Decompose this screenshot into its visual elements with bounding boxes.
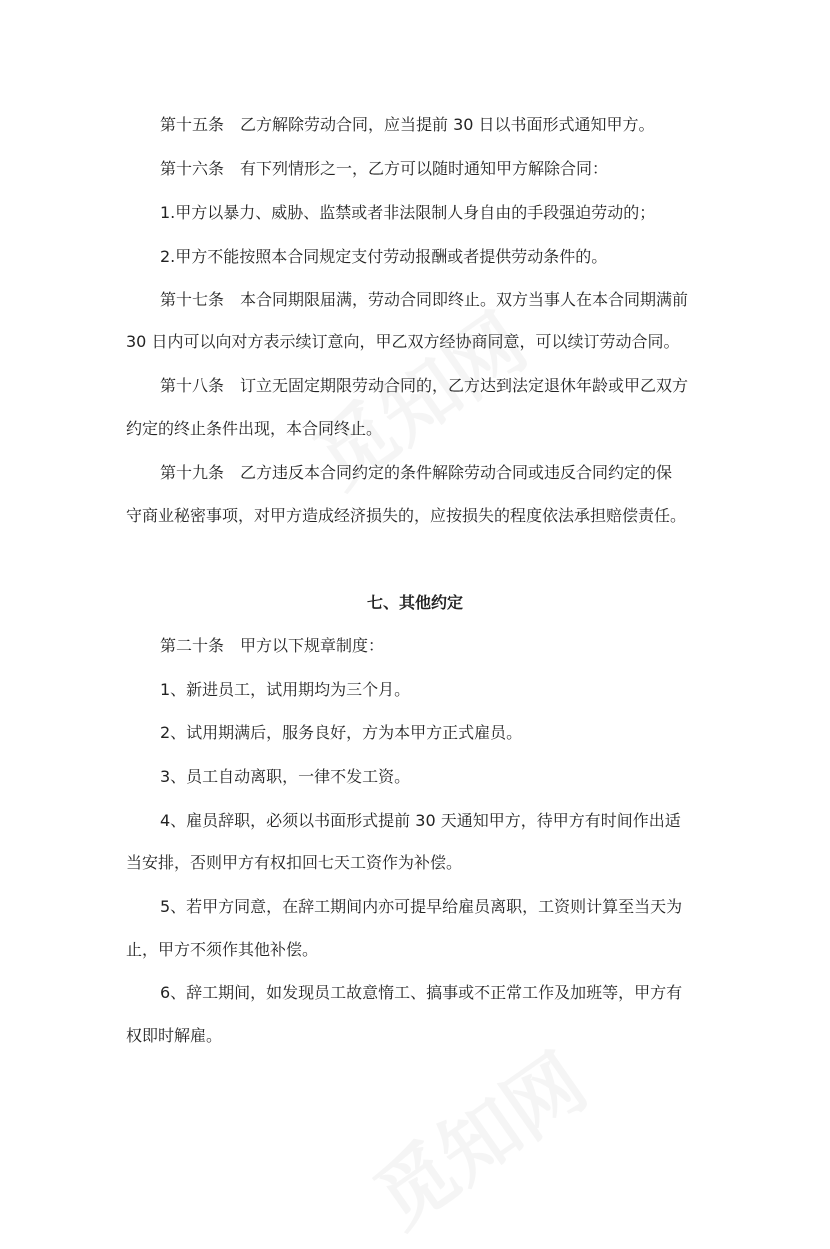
watermark <box>349 1023 605 1249</box>
article-19-line-2: 守商业秘密事项，对甲方造成经济损失的，应按损失的程度依法承担赔偿责任。 <box>126 506 687 525</box>
article-18-line-1: 第十八条 订立无固定期限劳动合同的，乙方达到法定退休年龄或甲乙双方 <box>160 376 689 395</box>
rule-3: 3、员工自动离职，一律不发工资。 <box>160 767 411 786</box>
section-heading: 七、其他约定 <box>366 593 463 612</box>
rule-4-line-2: 当安排，否则甲方有权扣回七天工资作为补偿。 <box>126 853 463 872</box>
article-18-line-2: 约定的终止条件出现，本合同终止。 <box>126 419 383 438</box>
rule-2: 2、试用期满后，服务良好，方为本甲方正式雇员。 <box>160 723 523 742</box>
article-16: 第十六条 有下列情形之一，乙方可以随时通知甲方解除合同： <box>160 159 609 178</box>
article-16-item-1: 1.甲方以暴力、威胁、监禁或者非法限制人身自由的手段强迫劳动的； <box>160 203 656 222</box>
rule-5-line-2: 止，甲方不须作其他补偿。 <box>126 940 319 959</box>
article-17-line-1: 第十七条 本合同期限届满，劳动合同即终止。双方当事人在本合同期满前 <box>160 290 689 309</box>
article-16-item-2: 2.甲方不能按照本合同规定支付劳动报酬或者提供劳动条件的。 <box>160 247 608 266</box>
rule-6-line-2: 权即时解雇。 <box>126 1026 223 1045</box>
article-20: 第二十条 甲方以下规章制度： <box>160 636 385 655</box>
article-19-line-1: 第十九条 乙方违反本合同约定的条件解除劳动合同或违反合同约定的保 <box>160 463 673 482</box>
rule-5-line-1: 5、若甲方同意，在辞工期间内亦可提早给雇员离职，工资则计算至当天为 <box>160 897 683 916</box>
rule-6-line-1: 6、辞工期间，如发现员工故意惰工、搞事或不正常工作及加班等，甲方有 <box>160 983 683 1002</box>
article-15: 第十五条 乙方解除劳动合同，应当提前 30 日以书面形式通知甲方。 <box>160 115 655 134</box>
rule-4-line-1: 4、雇员辞职，必须以书面形式提前 30 天通知甲方，待甲方有时间作出适 <box>160 811 681 830</box>
rule-1: 1、新进员工，试用期均为三个月。 <box>160 680 411 699</box>
article-17-line-2: 30 日内可以向对方表示续订意向，甲乙双方经协商同意，可以续订劳动合同。 <box>126 332 680 351</box>
